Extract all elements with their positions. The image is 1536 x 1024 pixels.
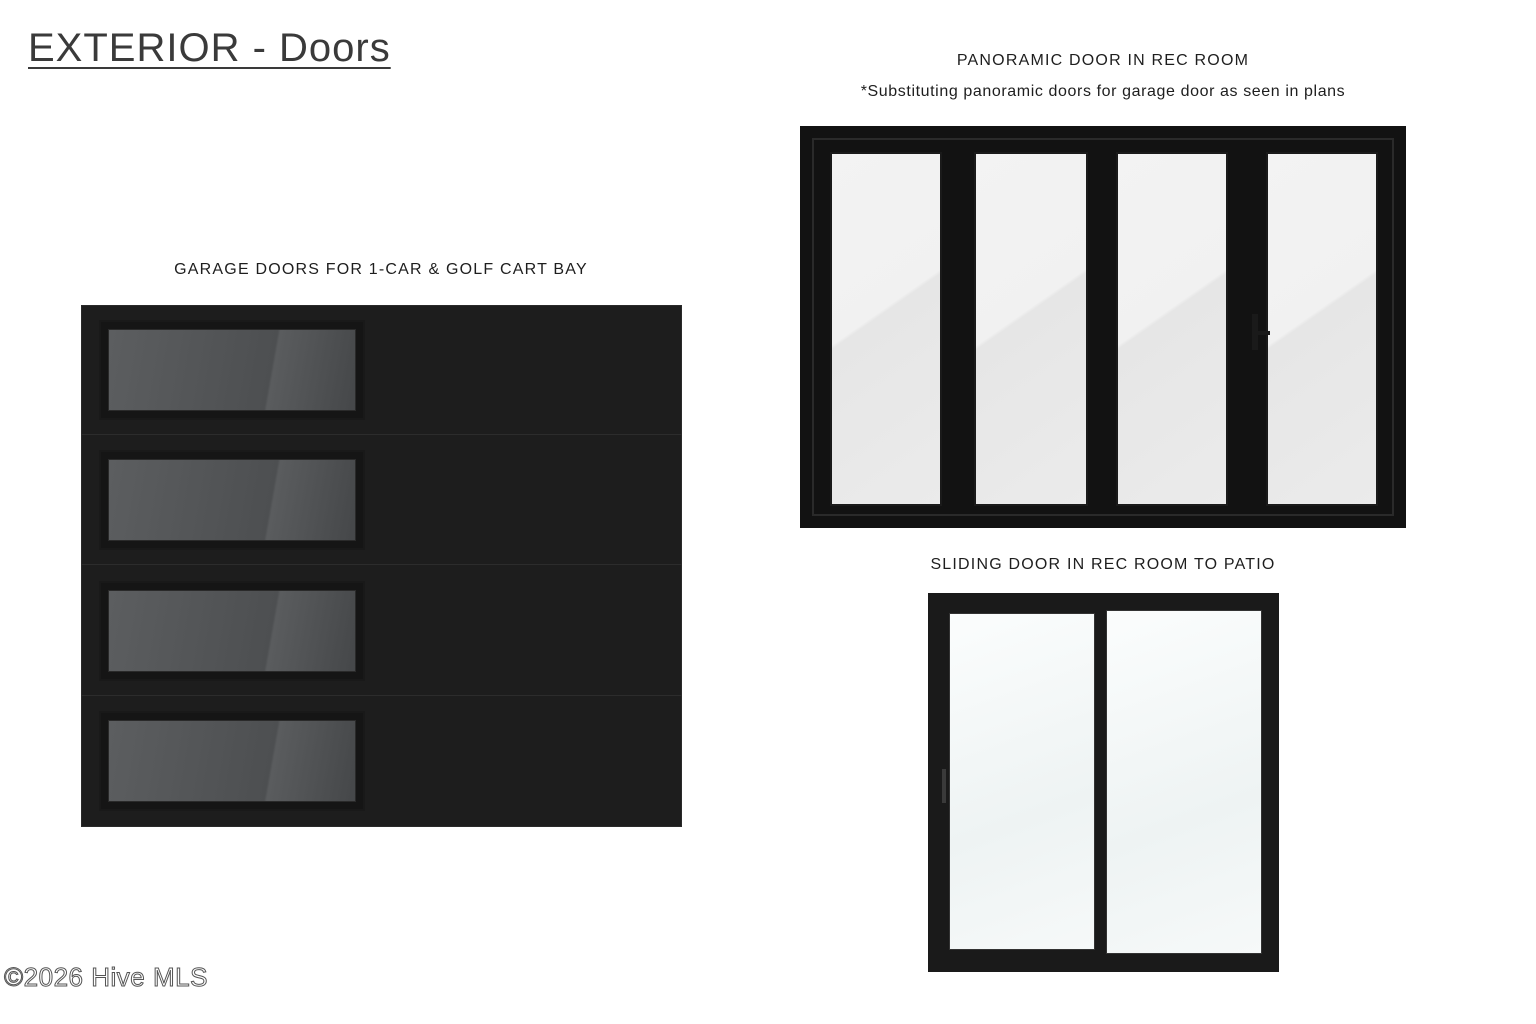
garage-door-panel	[81, 305, 682, 435]
garage-door-panel	[81, 696, 682, 826]
panoramic-door-image	[800, 126, 1406, 528]
garage-door-panel	[81, 566, 682, 696]
garage-door-window	[101, 583, 363, 679]
panoramic-door-glass-panel	[974, 152, 1088, 506]
garage-door-image	[81, 305, 682, 827]
sliding-door-glass-panel	[1106, 610, 1262, 954]
garage-door-window	[101, 322, 363, 418]
sliding-door-glass-panel	[949, 613, 1095, 950]
panoramic-door-glass-panel	[830, 152, 942, 506]
panoramic-door-note: *Substituting panoramic doors for garage door as seen in plans	[860, 83, 1346, 100]
door-handle-lever-icon	[1256, 331, 1270, 335]
sliding-door-caption: SLIDING DOOR IN REC ROOM TO PATIO	[930, 556, 1276, 573]
page-title: EXTERIOR - Doors	[28, 26, 391, 70]
copyright-watermark: ©2026 Hive MLS	[4, 962, 208, 992]
garage-door-window	[101, 452, 363, 548]
sliding-door-image	[928, 593, 1279, 972]
garage-door-caption: GARAGE DOORS FOR 1-CAR & GOLF CART BAY	[174, 261, 588, 278]
panoramic-door-caption: PANORAMIC DOOR IN REC ROOM	[956, 52, 1250, 69]
garage-door-panel	[81, 435, 682, 565]
panoramic-door-glass-panel	[1266, 152, 1378, 506]
panoramic-door-glass-panel	[1116, 152, 1228, 506]
garage-door-window	[101, 713, 363, 809]
sliding-door-latch-icon	[942, 769, 946, 803]
